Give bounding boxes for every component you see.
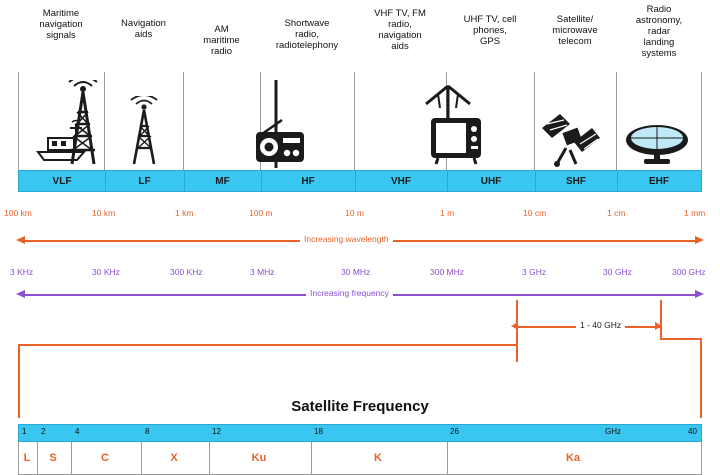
bracket-left-stem (516, 300, 518, 362)
satellite-band-s: S (49, 452, 57, 464)
application-label-lf: Navigation aids (121, 18, 166, 40)
satellite-frequency-bar (18, 424, 702, 442)
frequency-label-3mhz: 3 MHz (250, 267, 275, 277)
satellite-unit-label: GHz (605, 427, 621, 436)
band-shf: SHF (566, 175, 586, 187)
wavelength-arrow-head-right (695, 236, 704, 244)
satellite-tick-12: 12 (212, 427, 221, 436)
divider-line-7 (616, 72, 617, 170)
application-label-vlf: Maritime navigation signals (39, 8, 83, 41)
application-label-vhf: VHF TV, FM radio, navigation aids (374, 8, 426, 52)
satellite-band-x: X (170, 452, 178, 464)
television-icon (428, 112, 484, 171)
satellite-tick-8: 8 (145, 427, 150, 436)
bracket-arrow-right (655, 322, 662, 330)
satellite-tick-4: 4 (75, 427, 80, 436)
radio-band-bar (18, 170, 702, 192)
wavelength-label-10km: 10 km (92, 208, 116, 218)
frequency-label-300ghz: 300 GHz (672, 267, 706, 277)
divider-line-6 (534, 72, 535, 170)
wavelength-label-10cm: 10 cm (523, 208, 547, 218)
radio-dish-icon (622, 114, 692, 171)
wavelength-label-1cm: 1 cm (607, 208, 626, 218)
radio-tower-icon (60, 80, 106, 173)
wavelength-label-1km: 1 km (175, 208, 194, 218)
application-label-shf: Satellite/ microwave telecom (552, 14, 598, 47)
band-mf: MF (215, 175, 230, 187)
band-hf: HF (301, 175, 315, 187)
satellite-tick-26: 26 (450, 427, 459, 436)
am-radio-icon (252, 118, 308, 171)
satellite-tick-2: 2 (41, 427, 46, 436)
divider-line-4 (354, 72, 355, 170)
frequency-label-3ghz: 3 GHz (522, 267, 547, 277)
wavelength-label-100km: 100 km (4, 208, 32, 218)
frequency-arrow-head-right (695, 290, 704, 298)
band-lf: LF (138, 175, 151, 187)
wavelength-label-1m: 1 m (440, 208, 455, 218)
satellite-band-l: L (23, 452, 31, 464)
wavelength-arrow-head-left (16, 236, 25, 244)
application-label-ehf: Radio astronomy, radar landing systems (635, 4, 683, 59)
satellite-frequency-title: Satellite Frequency (291, 398, 429, 415)
band-ehf: EHF (649, 175, 669, 187)
funnel-left-line (18, 344, 518, 346)
frequency-label-300mhz: 300 MHz (430, 267, 465, 277)
band-uhf: UHF (480, 175, 502, 187)
band-vhf: VHF (391, 175, 411, 187)
application-label-mf: AM maritime radio (203, 24, 240, 57)
divider-line-left (18, 72, 19, 170)
wavelength-arrow-caption: Increasing wavelength (300, 234, 393, 244)
wavelength-label-1mm: 1 mm (684, 208, 706, 218)
application-label-uhf: UHF TV, cell phones, GPS (463, 14, 517, 47)
frequency-label-3khz: 3 KHz (10, 267, 34, 277)
satellite-icon (540, 112, 602, 173)
wavelength-label-100m: 100 m (249, 208, 273, 218)
satellite-tick-1: 1 (22, 427, 27, 436)
frequency-label-30ghz: 30 GHz (603, 267, 632, 277)
satellite-tick-18: 18 (314, 427, 323, 436)
divider-line-right (701, 72, 702, 170)
satellite-band-ku: Ku (251, 452, 267, 464)
bracket-right-stem (660, 300, 662, 338)
satellite-band-k: K (374, 452, 382, 464)
frequency-label-300khz: 300 KHz (170, 267, 203, 277)
satellite-band-c: C (101, 452, 109, 464)
bracket-arrow-left (511, 322, 518, 330)
application-label-hf: Shortwave radio, radiotelephony (275, 18, 339, 51)
satellite-band-ka: Ka (565, 452, 581, 464)
band-vlf: VLF (52, 175, 72, 187)
funnel-right-line (660, 338, 702, 340)
divider-line-2 (183, 72, 184, 170)
frequency-label-30mhz: 30 MHz (341, 267, 371, 277)
frequency-label-30khz: 30 KHz (92, 267, 120, 277)
antenna-mast-icon (125, 96, 163, 173)
satellite-tick-40: 40 (688, 427, 697, 436)
wavelength-label-10m: 10 m (345, 208, 364, 218)
frequency-arrow-caption: Increasing frequency (306, 288, 393, 298)
bracket-caption: 1 - 40 GHz (576, 320, 625, 330)
frequency-arrow-head-left (16, 290, 25, 298)
